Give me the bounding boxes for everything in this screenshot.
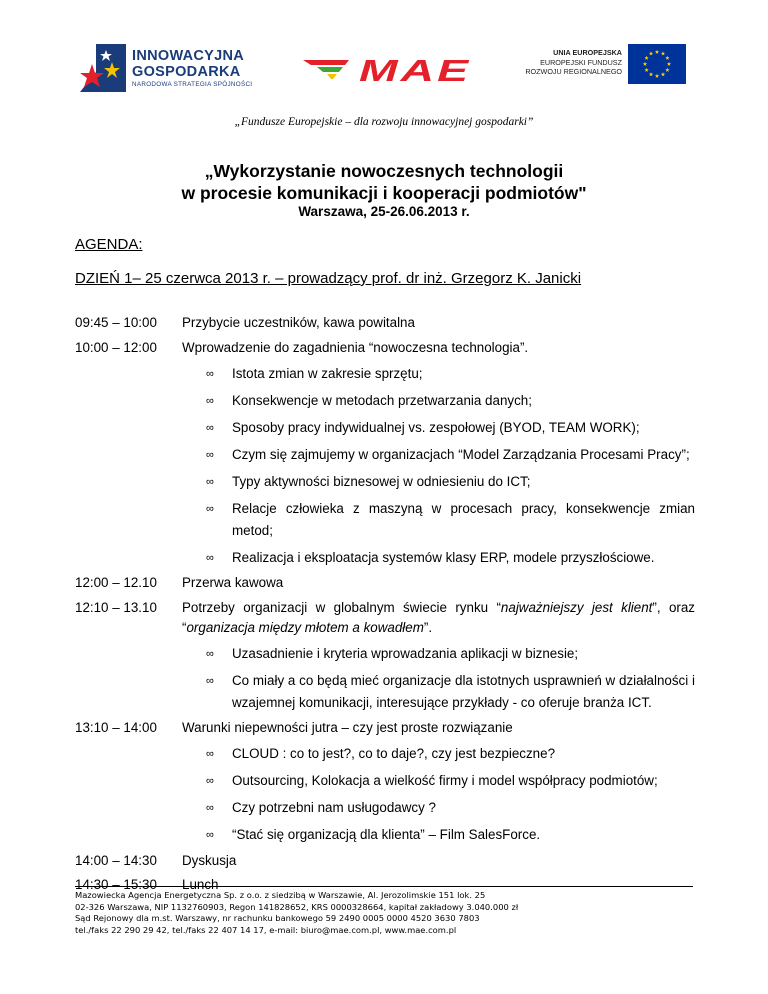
infinity-bullet-icon: ∞ (206, 502, 214, 515)
document-title (0, 160, 768, 204)
bullet-list (182, 363, 695, 569)
footer-line1: Mazowiecka Agencja Energetyczna Sp. z o.o. z siedzibą w Warszawie, Al. Jerozolimskie 151 lok. 25 (75, 890, 486, 900)
agenda-desc: Lunch (182, 877, 219, 892)
bullet-item: ∞ CLOUD : co to jest?, co to daje?, czy jest bezpieczne? (182, 743, 695, 765)
agenda-desc: Wprowadzenie do zagadnienia “nowoczesna technologia”. (182, 339, 529, 355)
title-line1: „Wykorzystanie nowoczesnych technologii (204, 161, 564, 181)
eu-logo-line2: EUROPEJSKI FUNDUSZ (540, 57, 622, 67)
agenda-row (75, 851, 695, 871)
agenda-row (75, 598, 695, 714)
eu-logo (520, 44, 686, 84)
ig-logo-line2: GOSPODARKA (132, 64, 241, 80)
agenda-desc: Warunki niepewności jutra – czy jest proste rozwiązanie (182, 720, 513, 735)
star-emblem-icon (78, 42, 128, 94)
footer-company-info (75, 886, 693, 936)
infinity-bullet-icon: ∞ (206, 829, 214, 841)
footer-line2: 02-326 Warszawa, NIP 1132760903, Regon 141828652, KRS 0000328664, kapitał zakładowy 3.040.000 zł (75, 901, 519, 912)
ig-logo-line3: NARODOWA STRATEGIA SPÓJNOŚCI (132, 81, 253, 88)
bullet-item: ∞ Uzasadnienie i kryteria wprowadzania aplikacji w biznesie; (182, 643, 695, 665)
bullet-item: ∞ Realizacja i eksploatacja systemów klasy ERP, modele przyszłościowe. (182, 547, 695, 569)
subtitle-date-place: Warszawa, 25-26.06.2013 r. (298, 204, 470, 219)
bullet-item: ∞ Sposoby pracy indywidualnej vs. zespołowej (BYOD, TEAM WORK); (182, 417, 695, 439)
infinity-bullet-icon: ∞ (206, 367, 214, 380)
infinity-bullet-icon: ∞ (206, 802, 214, 814)
agenda-time: 13:10 – 14:00 (75, 720, 157, 735)
bullet-item: ∞ Typy aktywności biznesowej w odniesieniu do ICT; (182, 471, 695, 493)
mae-wordmark: MAE (359, 54, 471, 84)
infinity-bullet-icon: ∞ (206, 475, 214, 488)
eu-logo-line3: ROZWOJU REGIONALNEGO (525, 67, 622, 76)
agenda-time: 12:00 – 12.10 (75, 575, 157, 590)
bullet-item: ∞ Czym się zajmujemy w organizacjach “Model Zarządzania Procesami Pracy”; (182, 444, 695, 466)
mae-logo (303, 54, 473, 84)
footer-line3: Sąd Rejonowy dla m.st. Warszawy, nr rachunku bankowego 59 2490 0005 0000 4520 3630 7803 (75, 913, 480, 923)
bullet-item: ∞ Outsourcing, Kolokacja a wielkość firmy i model współpracy podmiotów; (182, 770, 695, 792)
ig-logo-line1: INNOWACYJNA (132, 48, 245, 64)
infinity-bullet-icon: ∞ (206, 748, 214, 760)
infinity-bullet-icon: ∞ (206, 674, 214, 687)
agenda-time: 09:45 – 10:00 (75, 315, 157, 330)
title-line2: w procesie komunikacji i kooperacji podmiotów" (181, 183, 587, 203)
agenda-row (75, 573, 695, 593)
infinity-bullet-icon: ∞ (206, 421, 214, 434)
infinity-bullet-icon: ∞ (206, 394, 214, 407)
agenda-desc: Dyskusja (182, 852, 237, 868)
bullet-item: ∞ Relacje człowieka z maszyną w procesach pracy, konsekwencje zmian metod; (182, 498, 695, 542)
infinity-bullet-icon: ∞ (206, 448, 214, 461)
infinity-bullet-icon: ∞ (206, 775, 214, 787)
agenda-row (75, 338, 695, 569)
agenda-heading: AGENDA: (75, 236, 143, 253)
motto: „Fundusze Europejskie – dla rozwoju innowacyjnej gospodarki” (234, 116, 534, 128)
bullet-item: ∞ Konsekwencje w metodach przetwarzania danych; (182, 390, 695, 412)
bullet-item: ∞ “Stać się organizacją dla klienta” – Film SalesForce. (182, 824, 695, 846)
bullet-list (182, 643, 695, 714)
bullet-item: ∞ Co miały a co będą mieć organizacje dla istotnych usprawnień w działalności i wzajemnej komunikacji, interesujące przykłady - co oferuje branża ICT. (182, 670, 695, 714)
agenda-time: 12:10 – 13.10 (75, 599, 157, 615)
bullet-item: ∞ Czy potrzebni nam usługodawcy ? (182, 797, 695, 819)
bullet-list (182, 743, 695, 846)
agenda-desc: Potrzeby organizacji w globalnym świecie rynku “najważniejszy jest klient”, oraz “organizacja między młotem a kowadłem”. (182, 599, 695, 635)
agenda-row (75, 718, 695, 846)
agenda-time: 14:00 – 14:30 (75, 852, 157, 868)
agenda-desc: Przerwa kawowa (182, 575, 284, 590)
agenda-time: 10:00 – 12:00 (75, 339, 157, 355)
footer-line4: tel./faks 22 290 29 42, tel./faks 22 407 14 17, e-mail: biuro@mae.com.pl, www.mae.com.pl (75, 924, 457, 935)
agenda-list (75, 313, 695, 895)
infinity-bullet-icon: ∞ (206, 551, 214, 564)
day-heading: DZIEŃ 1– 25 czerwca 2013 r. – prowadzący prof. dr inż. Grzegorz K. Janicki (75, 270, 582, 287)
bullet-item: ∞ Istota zmian w zakresie sprzętu; (182, 363, 695, 385)
infinity-bullet-icon: ∞ (206, 647, 214, 660)
agenda-desc: Przybycie uczestników, kawa powitalna (182, 315, 415, 330)
innowacyjna-gospodarka-logo (78, 42, 268, 98)
agenda-row (75, 313, 695, 333)
agenda-time: 14:30 – 15:30 (75, 877, 157, 892)
eu-logo-line1: UNIA EUROPEJSKA (553, 48, 622, 57)
eu-flag-icon (628, 44, 686, 84)
